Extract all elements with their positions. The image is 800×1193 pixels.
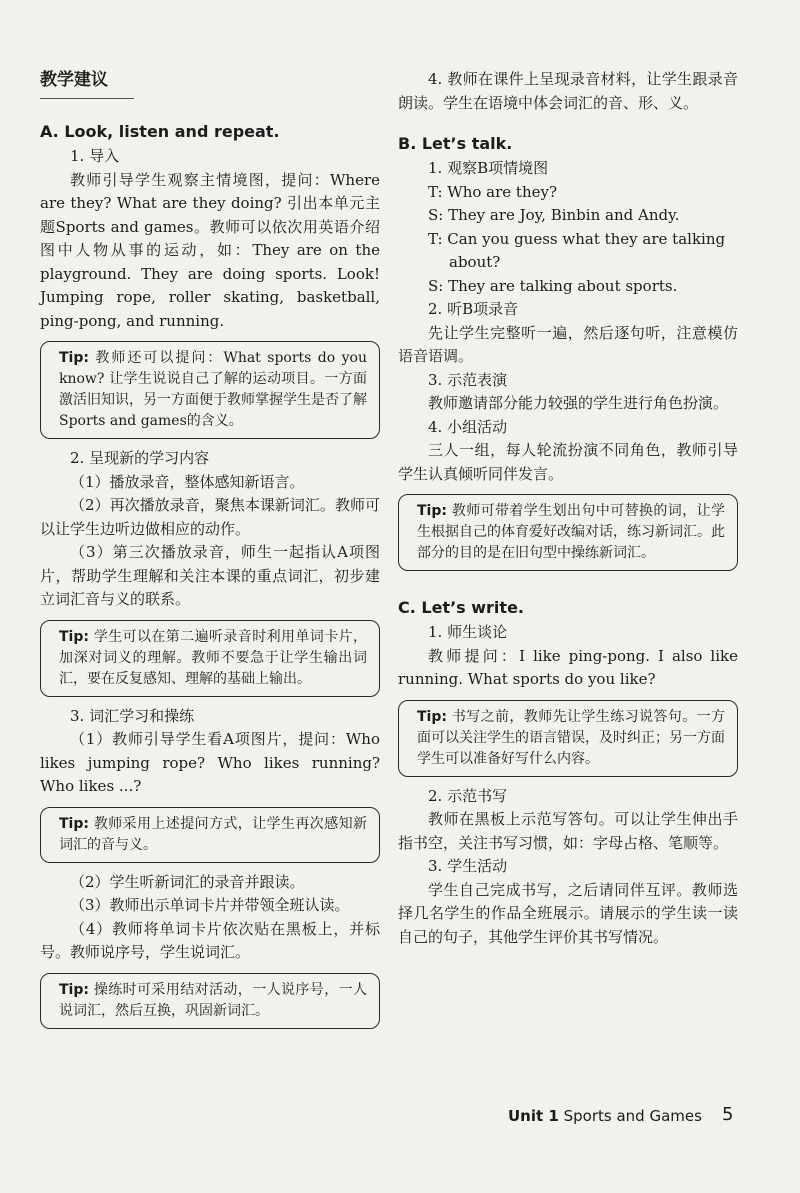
- tip-box-2: [40, 620, 380, 697]
- left-column: [40, 68, 380, 1037]
- b-paragraph4: 三人一组，每人轮流扮演不同角色，教师引导学生认真倾听同伴发言。: [398, 441, 738, 483]
- footer-unit: Unit 1: [508, 1107, 559, 1125]
- tip-text: 教师采用上述提问方式，让学生再次感知新词汇的音与义。: [59, 815, 367, 853]
- tip-box-5: [398, 494, 738, 571]
- tip-box-4: [40, 973, 380, 1029]
- c-step2: 2. 示范书写: [428, 786, 508, 805]
- c-paragraph2: 教师在黑板上示范写答句。可以让学生伸出手指书空，关注书写习惯，如：字母占格、笔顺等。: [398, 810, 738, 852]
- tip-label: Tip:: [417, 503, 447, 519]
- b-paragraph2: 先让学生完整听一遍，然后逐句听，注意模仿语音语调。: [398, 323, 738, 365]
- section-b-title: B. Let’s talk.: [398, 134, 513, 153]
- a-step3-item3: （3）教师出示单词卡片并带领全班认读。: [70, 896, 350, 914]
- a-step4: 4. 教师在课件上呈现录音材料，让学生跟录音朗读。学生在语境中体会词汇的音、形、义。: [398, 70, 738, 112]
- a-step1: 1. 导入: [70, 147, 120, 165]
- section-c-title: C. Let’s write.: [398, 598, 524, 617]
- tip-label: Tip:: [59, 628, 89, 645]
- a-step2-item1: （1）播放录音，整体感知新语言。: [70, 472, 305, 491]
- b-step1: 1. 观察B项情境图: [428, 159, 549, 177]
- c-step3: 3. 学生活动: [428, 857, 508, 875]
- c-paragraph3: 学生自己完成书写，之后请同伴互评。教师选择几名学生的作品全班展示。请展示的学生读一读自己的句子，其他学生评价其书写情况。: [398, 880, 738, 946]
- a-step3-item4: （4）教师将单词卡片依次贴在黑板上，并标号。教师说序号，学生说词汇。: [40, 919, 380, 961]
- c-paragraph1: 教师提问：I like ping-pong. I also like running. What sports do you like?: [398, 646, 738, 688]
- section-a-title: A. Look, listen and repeat.: [40, 122, 280, 141]
- page-footer: [508, 1107, 702, 1125]
- tip-text: 教师还可以提问：What sports do you know? 让学生说说自己了解的运动项目。一方面激活旧知识，另一方面便于教师掌握学生是否了解Sports and games的含义。: [59, 350, 367, 429]
- dialogue-line: T: Can you guess what they are talking: [428, 229, 726, 248]
- b-paragraph3: 教师邀请部分能力较强的学生进行角色扮演。: [428, 394, 729, 412]
- tip-text: 书写之前，教师先让学生练习说答句。一方面可以关注学生的语言错误，及时纠正；另一方面学生可以准备好写什么内容。: [417, 708, 725, 767]
- dialogue-line: S: They are Joy, Binbin and Andy.: [428, 206, 680, 224]
- footer-title: Sports and Games: [558, 1107, 702, 1125]
- tip-box-6: [398, 700, 738, 777]
- a-step2-item2: （2）再次播放录音，聚焦本课新词汇。教师可以让学生边听边做相应的动作。: [40, 496, 380, 538]
- b-step4: 4. 小组活动: [428, 417, 508, 436]
- dialogue-line-continued: about?: [449, 253, 501, 271]
- tip-label: Tip:: [59, 350, 89, 366]
- a-step3-item2: （2）学生听新词汇的录音并跟读。: [70, 872, 305, 891]
- page-heading: 教学建议: [40, 68, 134, 99]
- tip-box-1: [40, 341, 380, 439]
- tip-label: Tip:: [59, 815, 89, 832]
- c-step1: 1. 师生谈论: [428, 623, 508, 641]
- right-column: [398, 68, 738, 949]
- a-step2: 2. 呈现新的学习内容: [70, 449, 210, 467]
- b-step3: 3. 示范表演: [428, 370, 508, 389]
- page-number: 5: [722, 1104, 734, 1125]
- a-step2-item3: （3）第三次播放录音，师生一起指认A项图片，帮助学生理解和关注本课的重点词汇，初步建立词汇音与义的联系。: [40, 543, 380, 608]
- b-step2: 2. 听B项录音: [428, 300, 519, 318]
- tip-label: Tip:: [59, 981, 89, 998]
- tip-box-3: [40, 807, 380, 863]
- tip-label: Tip:: [417, 708, 447, 725]
- dialogue-line: T: Who are they?: [428, 182, 558, 201]
- tip-text: 学生可以在第二遍听录音时利用单词卡片，加深对词义的理解。教师不要急于让学生输出词汇，要在反复感知、理解的基础上输出。: [59, 628, 367, 687]
- tip-text: 操练时可采用结对活动，一人说序号，一人说词汇，然后互换，巩固新词汇。: [59, 981, 367, 1019]
- a-step3-item1: （1）教师引导学生看A项图片，提问：Who likes jumping rope? Who likes running? Who likes ...?: [40, 730, 380, 795]
- a-step3: 3. 词汇学习和操练: [70, 706, 195, 725]
- dialogue-line: S: They are talking about sports.: [428, 276, 678, 295]
- a-paragraph1: 教师引导学生观察主情境图，提问：Where are they? What are they doing? 引出本单元主题Sports and games。教师可以依次用英语介绍图中人物从事的运动，如：They are on the playground. They are doing sports. Look! Jumping rope, roller skating, basketball, ping-pong, and running.: [40, 170, 380, 330]
- tip-text: 教师可带着学生划出句中可替换的词，让学生根据自己的体育爱好改编对话，练习新词汇。此部分的目的是在旧句型中操练新词汇。: [417, 503, 725, 561]
